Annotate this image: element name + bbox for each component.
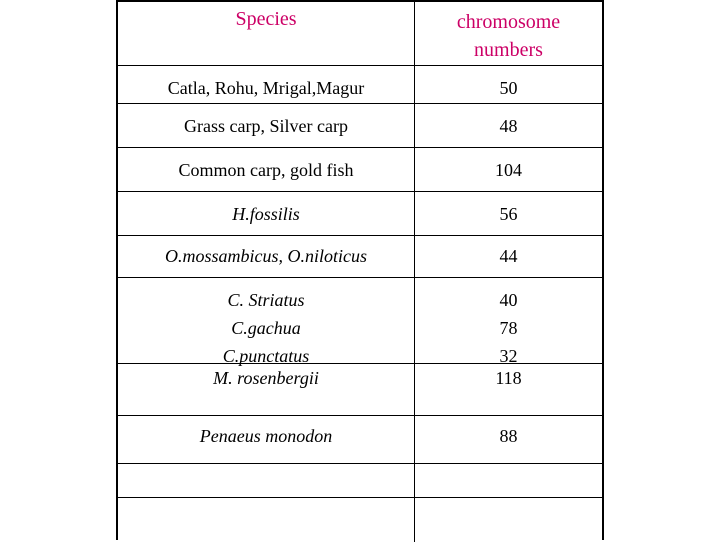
species-name: C.punctatus (222, 346, 310, 366)
header-numbers (415, 2, 602, 65)
column-divider (414, 66, 415, 103)
species-name: O.mossambicus, O.niloticus (165, 246, 367, 266)
chromosome-number: 48 (499, 116, 518, 136)
header-species-label: Species (235, 8, 297, 30)
species-name: C.gachua (231, 318, 301, 338)
chromosome-number-cell (415, 236, 602, 277)
table-row (118, 192, 602, 236)
chromosome-number: 40 (499, 290, 518, 310)
species-cell (118, 364, 414, 415)
table-row (118, 498, 602, 542)
header-numbers-line2: numbers (474, 39, 543, 61)
chromosome-number-cell (415, 148, 602, 191)
column-divider (414, 278, 415, 363)
species-cell (118, 498, 414, 542)
table-row (118, 66, 602, 104)
column-divider (414, 416, 415, 463)
table-row (118, 104, 602, 148)
column-divider (414, 192, 415, 235)
species-name: Penaeus monodon (199, 426, 333, 446)
species-cell (118, 464, 414, 497)
table-row (118, 148, 602, 192)
column-divider (414, 498, 415, 542)
column-divider (414, 364, 415, 415)
chromosome-number: 56 (499, 204, 518, 224)
species-name: C. Striatus (227, 290, 305, 310)
species-cell (118, 66, 414, 103)
species-name: Grass carp, Silver carp (184, 116, 348, 136)
chromosome-number-cell (415, 416, 602, 463)
chromosome-number: 50 (499, 78, 518, 98)
table-row (118, 464, 602, 498)
species-name: Common carp, gold fish (178, 160, 354, 180)
table-row (118, 236, 602, 278)
chromosome-number-cell (415, 498, 602, 542)
chromosome-number-cell (415, 192, 602, 235)
chromosome-table (116, 0, 604, 540)
table-row (118, 278, 602, 364)
species-cell (118, 148, 414, 191)
column-divider (414, 104, 415, 147)
column-divider (414, 236, 415, 277)
header-row (118, 2, 602, 66)
table-row (118, 364, 602, 416)
column-divider (414, 464, 415, 497)
chromosome-number: 44 (499, 246, 518, 266)
species-cell (118, 416, 414, 463)
column-divider (414, 148, 415, 191)
species-cell (118, 236, 414, 277)
chromosome-number: 78 (499, 318, 518, 338)
chromosome-number-cell (415, 364, 602, 415)
chromosome-number-cell (415, 104, 602, 147)
chromosome-number: 32 (499, 346, 518, 366)
species-cell (118, 278, 414, 366)
species-name: M. rosenbergii (213, 368, 319, 388)
header-numbers-line1: chromosome (456, 11, 561, 33)
header-species (118, 2, 414, 65)
table-row (118, 416, 602, 464)
chromosome-number: 104 (495, 160, 522, 180)
species-name: Catla, Rohu, Mrigal,Magur (167, 78, 365, 98)
chromosome-number-cell (415, 464, 602, 497)
chromosome-number-cell (415, 66, 602, 103)
chromosome-number: 118 (495, 368, 522, 388)
species-cell (118, 192, 414, 235)
chromosome-number: 88 (499, 426, 518, 446)
species-name: H.fossilis (232, 204, 300, 224)
species-cell (118, 104, 414, 147)
column-divider (414, 2, 415, 65)
chromosome-number-cell (415, 278, 602, 366)
